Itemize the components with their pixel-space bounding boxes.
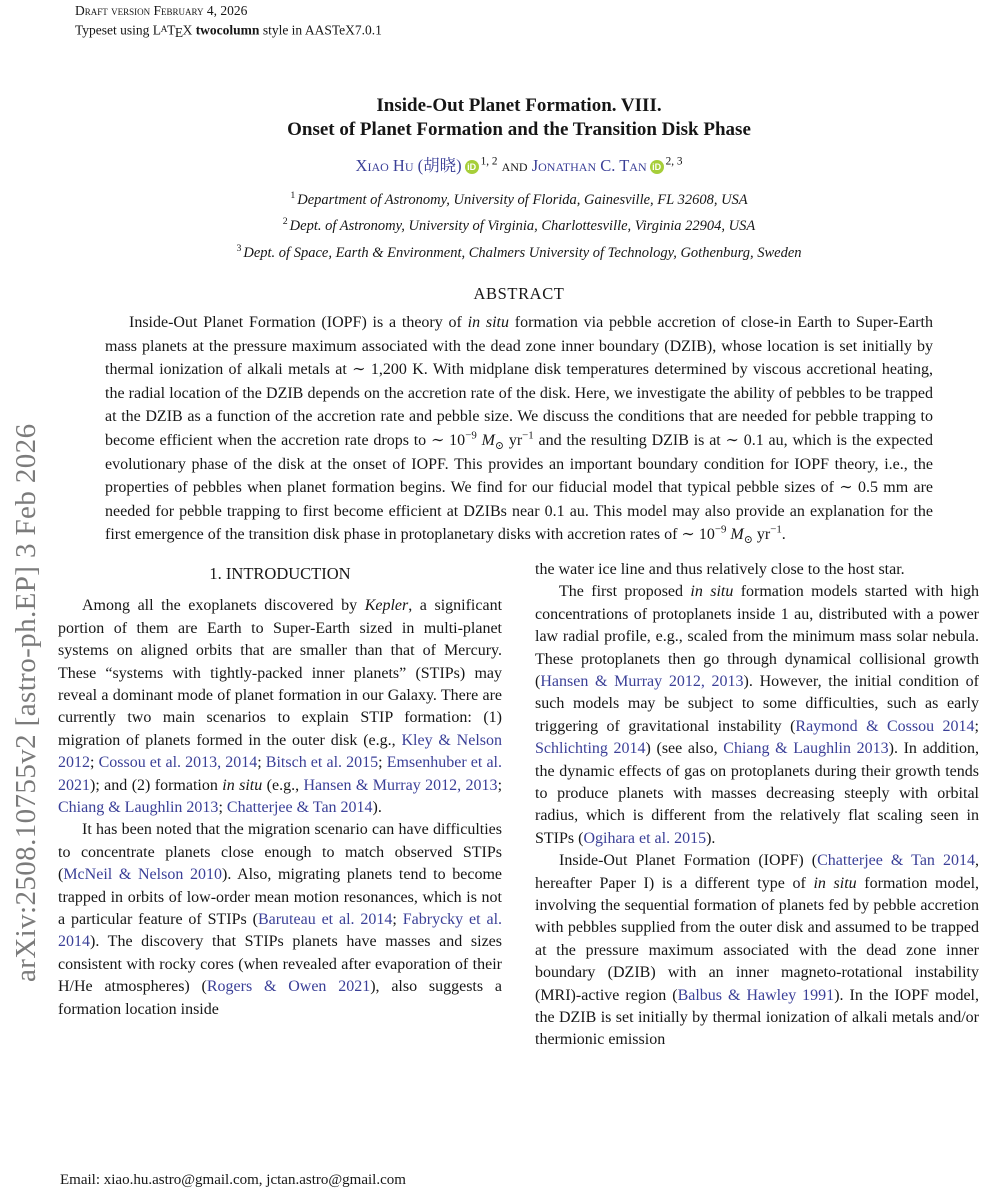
- citation-link[interactable]: Chatterjee & Tan 2014: [226, 798, 373, 816]
- citation-link[interactable]: Hansen & Murray 2012, 2013: [303, 776, 498, 794]
- citation-link[interactable]: Schlichting 2014: [535, 740, 646, 758]
- page-content: [58, 0, 980, 1052]
- section-heading-introduction: 1. INTRODUCTION: [209, 563, 351, 583]
- affiliation-text: Dept. of Space, Earth & Environment, Chalmers University of Technology, Gothenburg, Sweden: [243, 244, 802, 261]
- citation-link[interactable]: Chiang & Laughlin 2013: [58, 798, 219, 816]
- affiliation-line: [58, 238, 980, 264]
- affiliations: [58, 185, 980, 264]
- citation-link[interactable]: Hansen & Murray 2012, 2013: [540, 672, 744, 690]
- paragraph: It has been noted that the migration scenario can have difficulties to concentrate planets close enough to match observed STIPs (McNeil & Nelson 2010). Also, migrating planets tend to become trapped in orbits of low-order mean motion resonances, which is not a particular feature of STIPs (Baruteau et al. 2014; Fabrycky et al. 2014). The discovery that STIPs planets have masses and sizes consistent with rocky cores (when revealed after evaporation of their H/He atmospheres) (Rogers & Owen 2021), also suggests a formation location inside: [58, 821, 503, 1018]
- affiliation-line: [58, 211, 980, 237]
- abstract-heading: ABSTRACT: [473, 283, 565, 303]
- abstract-body: Inside-Out Planet Formation (IOPF) is a theory of in situ formation via pebble accretion of close-in Earth to Super-Earth mass planets at the pressure maximum associated with the dead zone inner boundary (DZIB), whose location is set initially by thermal ionization of alkali metals at ∼ 1,200 K. With midplane disk temperatures determined by viscous accretional heating, the radial location of the DZIB depends on the accretion rate of the disk. Here, we investigate the ability of pebbles to be trapped at the DZIB as a function of the accretion rate and pebble size. We discuss the conditions that are needed for pebble trapping to become efficient when the accretion rate drops to ∼ $10^{-9}$ $M_⊙$ $yr^{-1}$ and the resulting DZIB is at ∼ 0.1 au, which is the expected evolutionary phase of the disk at the onset of IOPF. This provides an important boundary condition for IOPF theory, i.e., the properties of pebbles when planet formation begins. We find for our fiducial model that typical pebble sizes of ∼ 0.5 mm are needed for pebble trapping to first become efficient at DZIBs near 0.1 au. This model may also provide an explanation for the first emergence of the transition disk phase in protoplanetary disks with accretion rates of ∼ $10^{-9}$ $M_⊙$ $yr^{-1}$.: [105, 313, 934, 547]
- draft-version-line: Draft version February 4, 2026: [75, 3, 248, 18]
- paper-title: [58, 94, 980, 141]
- email-link[interactable]: xiao.hu.astro@gmail.com: [103, 1172, 259, 1188]
- citation-link[interactable]: McNeil & Nelson 2010: [63, 866, 222, 884]
- author-name[interactable]: Xiao Hu (胡晓): [355, 156, 462, 175]
- citation-link[interactable]: Emsenhuber et al. 2021: [58, 754, 502, 794]
- typeset-line: Typeset using LATEX twocolumn style in AASTeX7.0.1: [75, 22, 382, 41]
- citation-link[interactable]: Fabrycky et al. 2014: [58, 911, 503, 951]
- paragraph: Among all the exoplanets discovered by Kepler, a significant portion of them are Earth to Super-Earth sized in multi-planet systems on aligned orbits that are smaller than that of Mercury. These “systems with tightly-packed inner planets” (STIPs) may reveal a dominant mode of planet formation in our Galaxy. There are currently two main scenarios to explain STIP formation: (1) migration of planets formed in the outer disk (e.g., Kley & Nelson 2012; Cossou et al. 2013, 2014; Bitsch et al. 2015; Emsenhuber et al. 2021); and (2) formation in situ (e.g., Hansen & Murray 2012, 2013; Chiang & Laughlin 2013; Chatterjee & Tan 2014).: [58, 597, 503, 816]
- citation-link[interactable]: Bitsch et al. 2015: [265, 754, 379, 772]
- paper-title-line2: Onset of Planet Formation and the Transition Disk Phase: [287, 118, 751, 140]
- affiliation-line: [58, 185, 980, 211]
- paragraph: the water ice line and thus relatively close to the host star.: [535, 560, 905, 578]
- author-line: Xiao Hu (胡晓) iD $^{1, 2}$ and Jonathan C. Tan iD $^{2, 3}$: [355, 155, 683, 175]
- affiliation-text: Department of Astronomy, University of Florida, Gainesville, FL 32608, USA: [297, 191, 748, 208]
- citation-link[interactable]: Raymond & Cossou 2014: [795, 717, 975, 735]
- right-column: [535, 559, 979, 1052]
- affiliation-number: 2: [282, 216, 288, 228]
- left-column: [58, 559, 502, 1052]
- citation-link[interactable]: Baruteau et al. 2014: [257, 911, 393, 929]
- citation-link[interactable]: Balbus & Hawley 1991: [677, 986, 835, 1004]
- orcid-icon[interactable]: iD: [465, 160, 479, 174]
- citation-link[interactable]: Chatterjee & Tan 2014: [817, 852, 976, 870]
- citation-link[interactable]: Ogihara et al. 2015: [583, 829, 707, 847]
- orcid-icon[interactable]: iD: [650, 160, 664, 174]
- arxiv-watermark: arXiv:2508.10755v2 [astro-ph.EP] 3 Feb 2026: [10, 423, 42, 982]
- email-link[interactable]: jctan.astro@gmail.com: [266, 1172, 406, 1188]
- citation-link[interactable]: Chiang & Laughlin 2013: [723, 740, 889, 758]
- affiliation-number: 3: [236, 242, 242, 254]
- affiliation-number: 1: [290, 190, 296, 201]
- citation-link[interactable]: Kley & Nelson 2012: [58, 731, 503, 772]
- citation-link[interactable]: Rogers & Owen 2021: [206, 978, 371, 996]
- two-column-layout: [58, 559, 980, 1052]
- paragraph: Inside-Out Planet Formation (IOPF) (Chatterjee & Tan 2014, hereafter Paper I) is a different type of in situ formation model, involving the sequential formation of planets fed by pebble accretion with pebbles supplied from the outer disk and assumed to be trapped at the pressure maximum associated with the dead zone inner boundary (DZIB) with an inner magneto-rotational instability (MRI)-active region (Balbus & Hawley 1991). In the IOPF model, the DZIB is set initially by thermal ionization of alkali metals and/or thermionic emission: [535, 852, 980, 1049]
- paragraph: The first proposed in situ formation models started with high concentrations of protoplanets inside 1 au, distributed with a power law radial profile, e.g., scaled from the minimum mass solar nebula. These protoplanets then go through dynamical collisional growth (Hansen & Murray 2012, 2013). However, the initial condition of such models may be subject to some difficulties, such as early triggering of gravitational instability (Raymond & Cossou 2014; Schlichting 2014) (see also, Chiang & Laughlin 2013). In addition, the dynamic effects of gas on protoplanets during their growth tends to produce planets with masses decreasing steeply with orbital radius, which is different from the relatively flat scaling seen in STIPs (Ogihara et al. 2015).: [535, 583, 980, 847]
- citation-link[interactable]: Cossou et al. 2013, 2014: [98, 754, 258, 772]
- author-name[interactable]: Jonathan C. Tan: [531, 156, 647, 175]
- paper-title-line1: Inside-Out Planet Formation. VIII.: [376, 95, 662, 116]
- email-footnote: Email: xiao.hu.astro@gmail.com, jctan.astro@gmail.com: [60, 1172, 406, 1188]
- affiliation-text: Dept. of Astronomy, University of Virginia, Charlottesville, Virginia 22904, USA: [289, 218, 756, 235]
